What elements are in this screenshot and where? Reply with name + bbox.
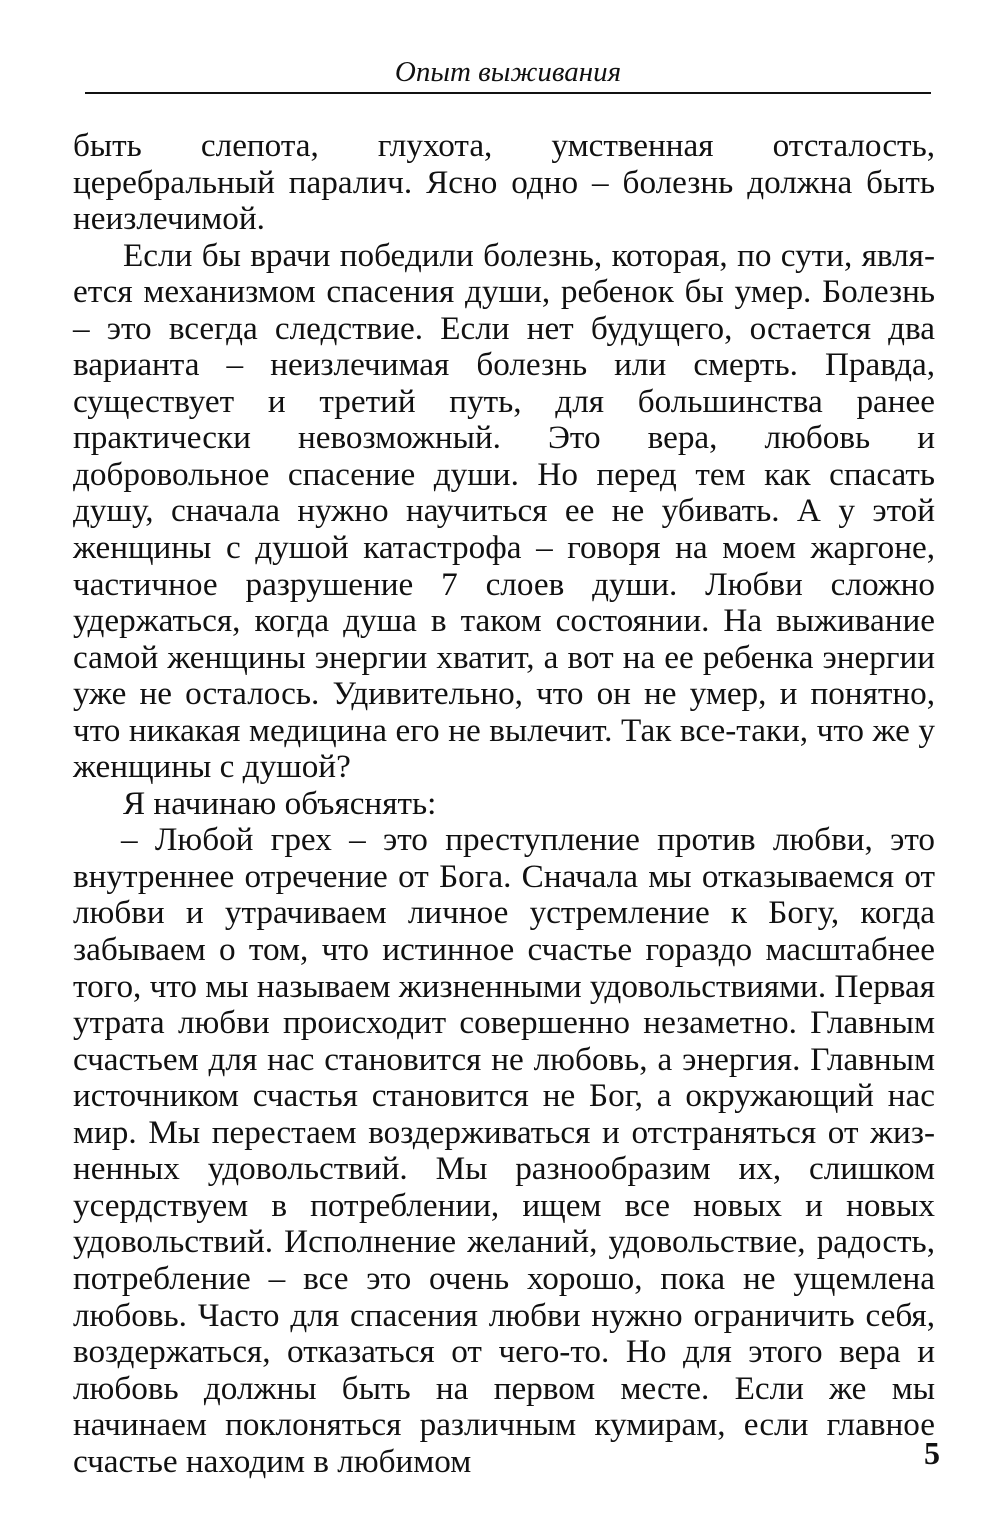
- running-title: Опыт выживания: [394, 56, 622, 88]
- paragraph-continuation: быть слепота, глухота, умственная отсталость, церебральный паралич. Ясно одно – болезнь должна быть неизлечимой.: [73, 127, 935, 238]
- paragraph-intro: Я начинаю объяснять:: [123, 784, 437, 822]
- paragraph-dialog: – Любой грех – это преступление против любви, это внутреннее отречение от Бога. Сначала мы отказываемся от любви и утрачиваем личное устремление к Богу, когда забываем о том, что истинное счастье гораздо масштабнее того, что мы называем жизненными удовольствиями. Первая утрата любви происходит совершенно незаметно. Главным счастьем для нас становится не любовь, а энергия. Главным источником счастья становится не Бог, а окружающий нас мир. Мы перестаем воздерживаться и отстраняться от жизненных удовольствий. Мы разнообразим их, слишком усердствуем в потреблении, ищем все новых и новых удовольствий. Исполнение желаний, удовольствие, радость, потребление – все это очень хорошо, пока не ущемлена любовь. Часто для спасения любви нужно ограничить себя, воздержаться, отказаться от чего-то. Но для этого вера и любовь должны быть на первом месте. Если же мы начинаем поклоняться различным кумирам, если главное счастье находим в любимом: [73, 821, 936, 1480]
- header-rule: [85, 92, 931, 94]
- page-number: 5: [924, 1435, 940, 1471]
- paragraph: Если бы врачи победили болезнь, которая, по сути, является механизмом спасения души, ребенок бы умер. Болезнь – это всегда следствие. Если нет будущего, остается два варианта – неизлечимая болезнь или смерть. Правда, существует и третий путь, для большинства ранее практически невозможный. Это вера, любовь и добровольное спасение души. Но перед тем как спасать душу, сначала нужно научиться ее не убивать. А у этой женщины с душой катастрофа – говоря на моем жаргоне, частичное разрушение 7 слоев души. Любви сложно удержаться, когда душа в таком состоянии. На выживание самой женщины энергии хватит, а вот на ее ребенка энергии уже не осталось. Удивительно, что он не умер, и понятно, что никакая медицина его не вылечит. Так все-таки, что же у женщины с душой?: [73, 236, 935, 786]
- body-text: [73, 128, 935, 1480]
